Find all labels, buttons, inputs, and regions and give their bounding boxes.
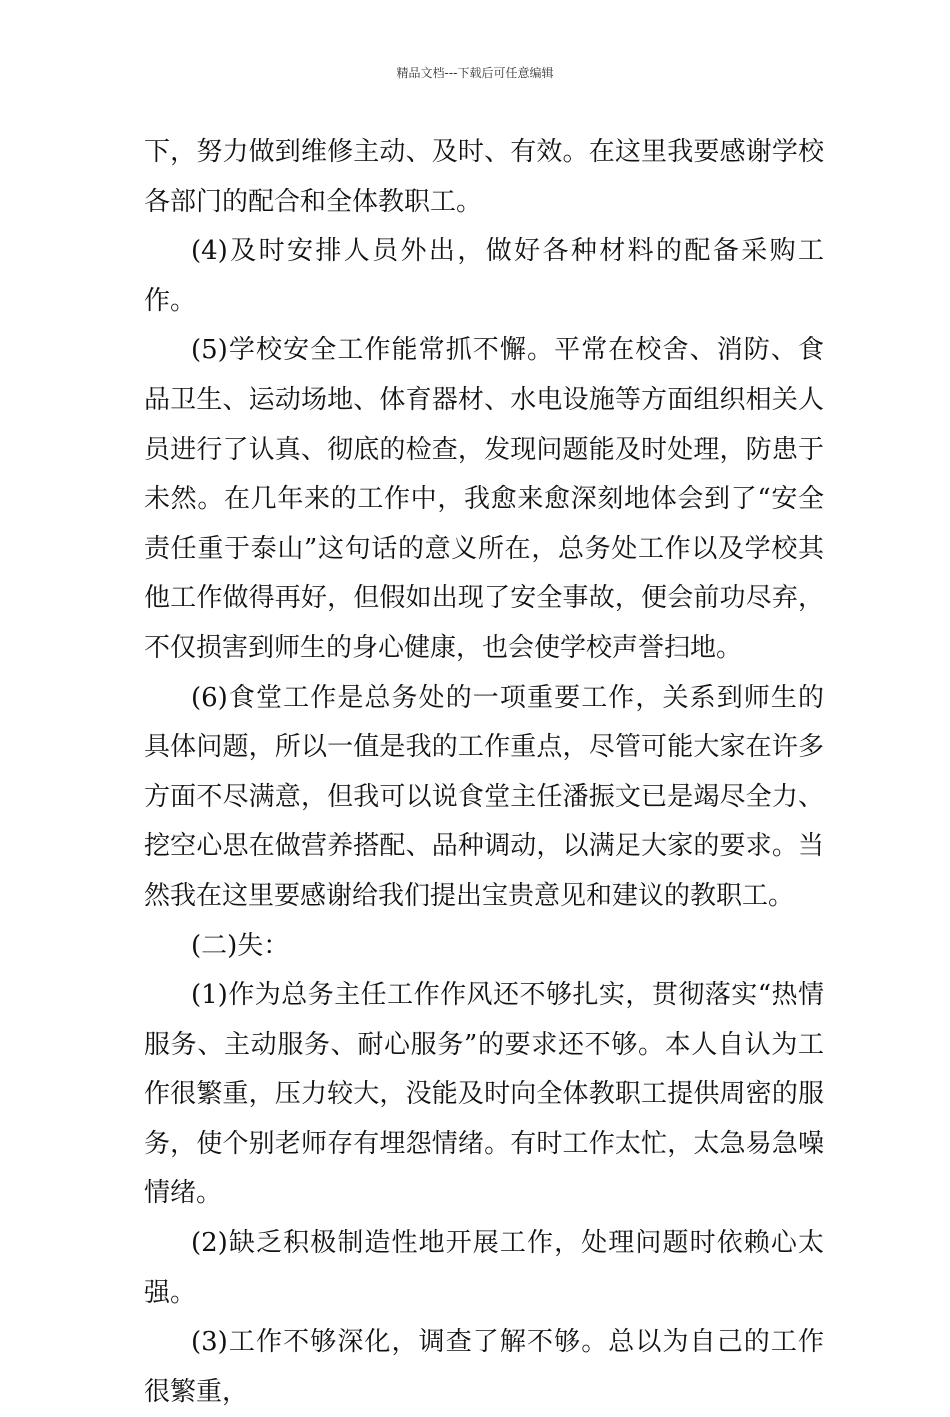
paragraph-item-5: (5)学校安全工作能常抓不懈。平常在校舍、消防、食品卫生、运动场地、体育器材、水电设施等方面组织相关人员进行了认真、彻底的检查，发现问题能及时处理，防患于未然。在几年来的工作中，我愈来愈深刻地体会到了“安全责任重于泰山”这句话的意义所在，总务处工作以及学校其他工作做得再好，但假如出现了安全事故，便会前功尽弃，不仅损害到师生的身心健康，也会使学校声誉扫地。 [144, 335, 824, 663]
paragraph-shortcoming-1: (1)作为总务主任工作作风还不够扎实，贯彻落实“热情服务、主动服务、耐心服务”的要求还不够。本人自认为工作很繁重，压力较大，没能及时向全体教职工提供周密的服务，使个别老师存有埋怨情绪。有时工作太忙，太急易急噪情绪。 [144, 980, 824, 1209]
paragraph-shortcoming-2: (2)缺乏积极制造性地开展工作，处理问题时依赖心太强。 [144, 1228, 824, 1308]
paragraph-continuation: 下，努力做到维修主动、及时、有效。在这里我要感谢学校各部门的配合和全体教职工。 [144, 137, 824, 217]
paragraph-item-4: (4)及时安排人员外出，做好各种材料的配备采购工作。 [144, 236, 824, 316]
paragraph-shortcoming-3: (3)工作不够深化，调查了解不够。总以为自己的工作很繁重， [144, 1327, 824, 1407]
section-heading-shortcomings: (二)失： [191, 930, 290, 961]
paragraph-item-6: (6)食堂工作是总务处的一项重要工作，关系到师生的具体问题，所以一值是我的工作重点，尽管可能大家在许多方面不尽满意，但我可以说食堂主任潘振文已是竭尽全力、挖空心思在做营养搭配、品种调动，以满足大家的要求。当然我在这里要感谢给我们提出宝贵意见和建议的教职工。 [144, 682, 824, 911]
document-body [144, 128, 824, 1417]
page-header: 精品文档---下载后可任意编辑 [396, 66, 554, 80]
